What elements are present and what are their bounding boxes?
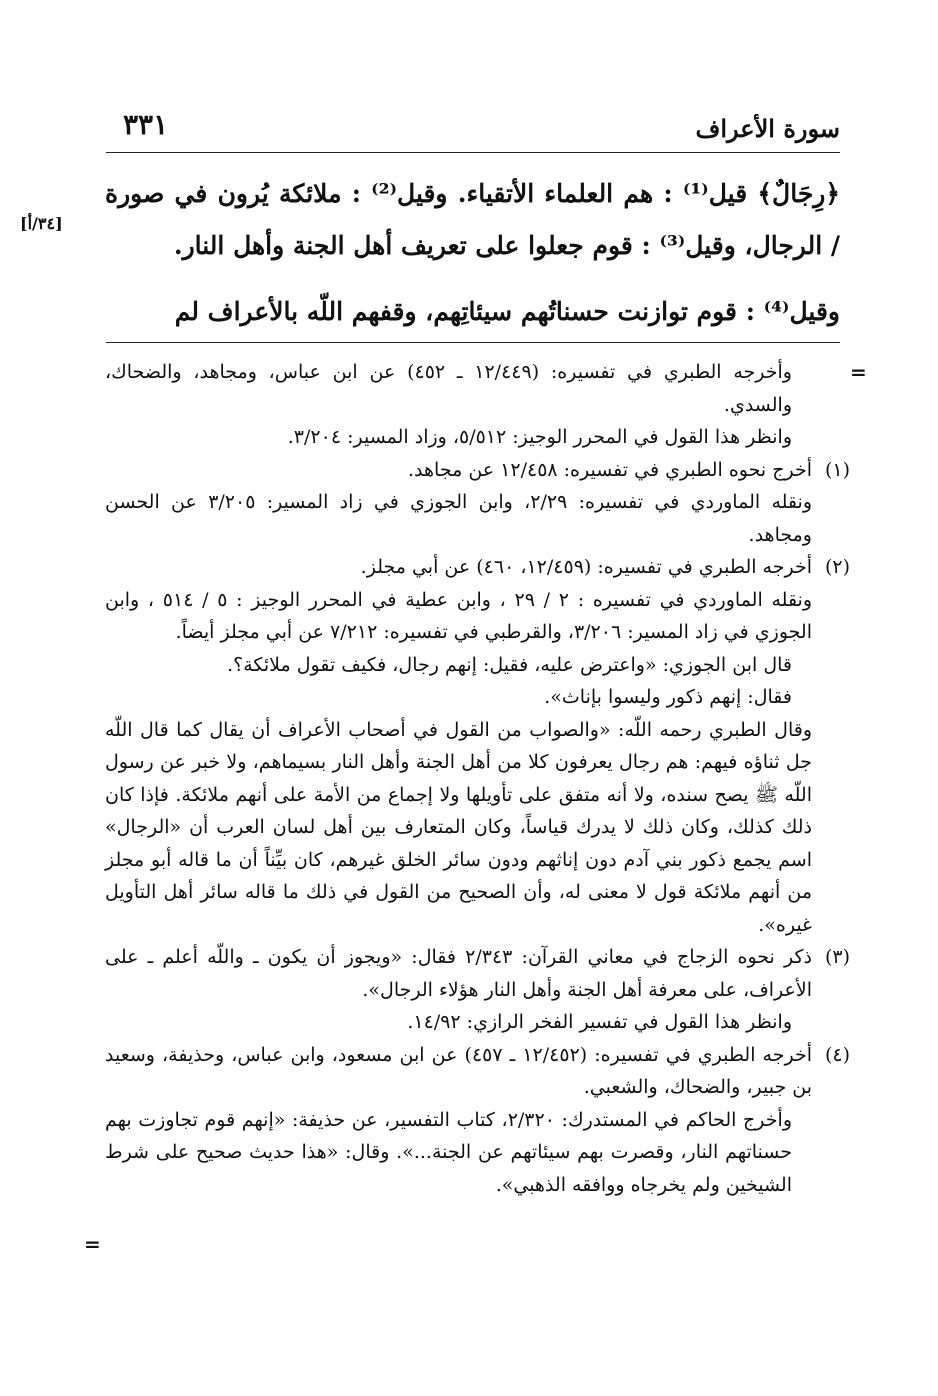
footnotes-section (105, 356, 850, 1201)
footnote-line: ونقله الماوردي في تفسيره : ٢ / ٢٩ ، وابن عطية في المحرر الوجيز : ٥ / ٥١٤ ، وابن الجوزي في زاد المسير: ٣/٢٠٦، والقرطبي في تفسيره: ٧/٢١٢ عن أبي مجلز أيضاً. (105, 588, 813, 643)
footnote-quote: قال ابن الجوزي: «واعترض عليه، فقيل: إنهم رجال، فكيف تقول ملائكة؟. (227, 653, 792, 676)
footnote-4 (105, 1039, 850, 1202)
continuation-mark-bottom: = (84, 1232, 101, 1256)
footnote-3 (105, 941, 850, 1039)
header-rule (106, 152, 840, 153)
footnote-1 (105, 454, 850, 552)
main-text-paragraph-2: وقيل⁽⁴⁾ : قوم توازنت حسناتُهم سيئاتِهم، وقفهم اللّه بالأعراف لم (174, 297, 840, 326)
footnote-line: ونقله الماوردي في تفسيره: ٢/٢٩، وابن الجوزي في زاد المسير: ٣/٢٠٥ عن الحسن ومجاهد. (105, 491, 813, 546)
footnote-line: وانظر هذا القول في تفسير الفخر الرازي: ١٤/٩٢. (407, 1011, 792, 1033)
main-text-paragraph-1: ﴿رِجَالٌ﴾ قيل⁽¹⁾ : هم العلماء الأتقياء. وقيل⁽²⁾ : ملائكة يُرون في صورة / الرجال، وقيل⁽³⁾ : قوم جعلوا على تعريف أهل الجنة وأهل النار. (105, 179, 840, 260)
footnote-tabari-quote: وقال الطبري رحمه اللّه: «والصواب من القول في أصحاب الأعراف أن يقال كما قال اللّه جل ثناؤه فيهم: هم رجال يعرفون كلا من أهل الجنة وأهل النار بسيماهم، ولا خبر عن رسول اللّه ﷺ يصح سنده، ولا أنه متفق على تأويلها ولا إجماع من الأمة على أنهم ملائكة. فإذا كان ذلك كذلك، وكان ذلك لا يدرك قياساً، وكان المتعارف بين أهل لسان العرب أن «الرجال» اسم يجمع ذكور بني آدم دون إناثهم ودون سائر الخلق غيرهم، كان بيِّناً أن ما قاله أبو مجلز من أنهم ملائكة قول لا معنى له، وأن الصحيح من القول في ذلك ما قاله سائر أهل التأويل غيره». (105, 718, 812, 936)
footnote-continuation-line: وأخرجه الطبري في تفسيره: (١٢/٤٤٩ ـ ٤٥٢) عن ابن عباس، ومجاهد، والضحاك، والسدي. (105, 361, 792, 416)
footnote-line: ذكر نحوه الزجاج في معاني القرآن: ٢/٣٤٣ فقال: «ويجوز أن يكون ـ واللّه أعلم ـ على الأعراف، على معرفة أهل الجنة وأهل النار هؤلاء الرجال». (105, 946, 812, 1001)
continuation-mark-top: = (850, 360, 867, 384)
footnote-line: أخرجه الطبري في تفسيره: (١٢/٤٥٩، ٤٦٠) عن أبي مجلز. (360, 556, 812, 578)
page-header (105, 108, 840, 152)
page-number: ٣٣١ (123, 108, 169, 141)
footnote-continuation-line: وانظر هذا القول في المحرر الوجيز: ٥/٥١٢، وزاد المسير: ٣/٢٠٤. (287, 426, 792, 448)
footnote-divider (106, 342, 840, 343)
footnote-2 (105, 551, 850, 649)
footnote-line: وأخرج الحاكم في المستدرك: ٢/٣٢٠، كتاب التفسير، عن حذيفة: «إنهم قوم تجاوزت بهم حسناتهم النار، وقصرت بهم سيئاتهم عن الجنة...». وقال: «هذا حديث صحيح على شرط الشيخين ولم يخرجاه ووافقه الذهبي». (105, 1108, 792, 1196)
footnote-line: أخرجه الطبري في تفسيره: (١٢/٤٥٢ ـ ٤٥٧) عن ابن مسعود، وابن عباس، وحذيفة، وسعيد بن جبير، والضحاك، والشعبي. (105, 1043, 812, 1098)
footnote-quote: فقال: إنهم ذكور وليسوا بإناث». (544, 686, 792, 708)
footnote-line: أخرج نحوه الطبري في تفسيره: ١٢/٤٥٨ عن مجاهد. (408, 458, 812, 481)
footnote-number: (٢) (824, 556, 850, 578)
footnote-number: (٣) (824, 946, 850, 968)
manuscript-folio-ref: [٣٤/أ] (20, 214, 63, 233)
footnote-number: (١) (824, 458, 850, 481)
surah-title: سورة الأعراف (695, 114, 840, 143)
footnote-number: (٤) (824, 1043, 850, 1066)
